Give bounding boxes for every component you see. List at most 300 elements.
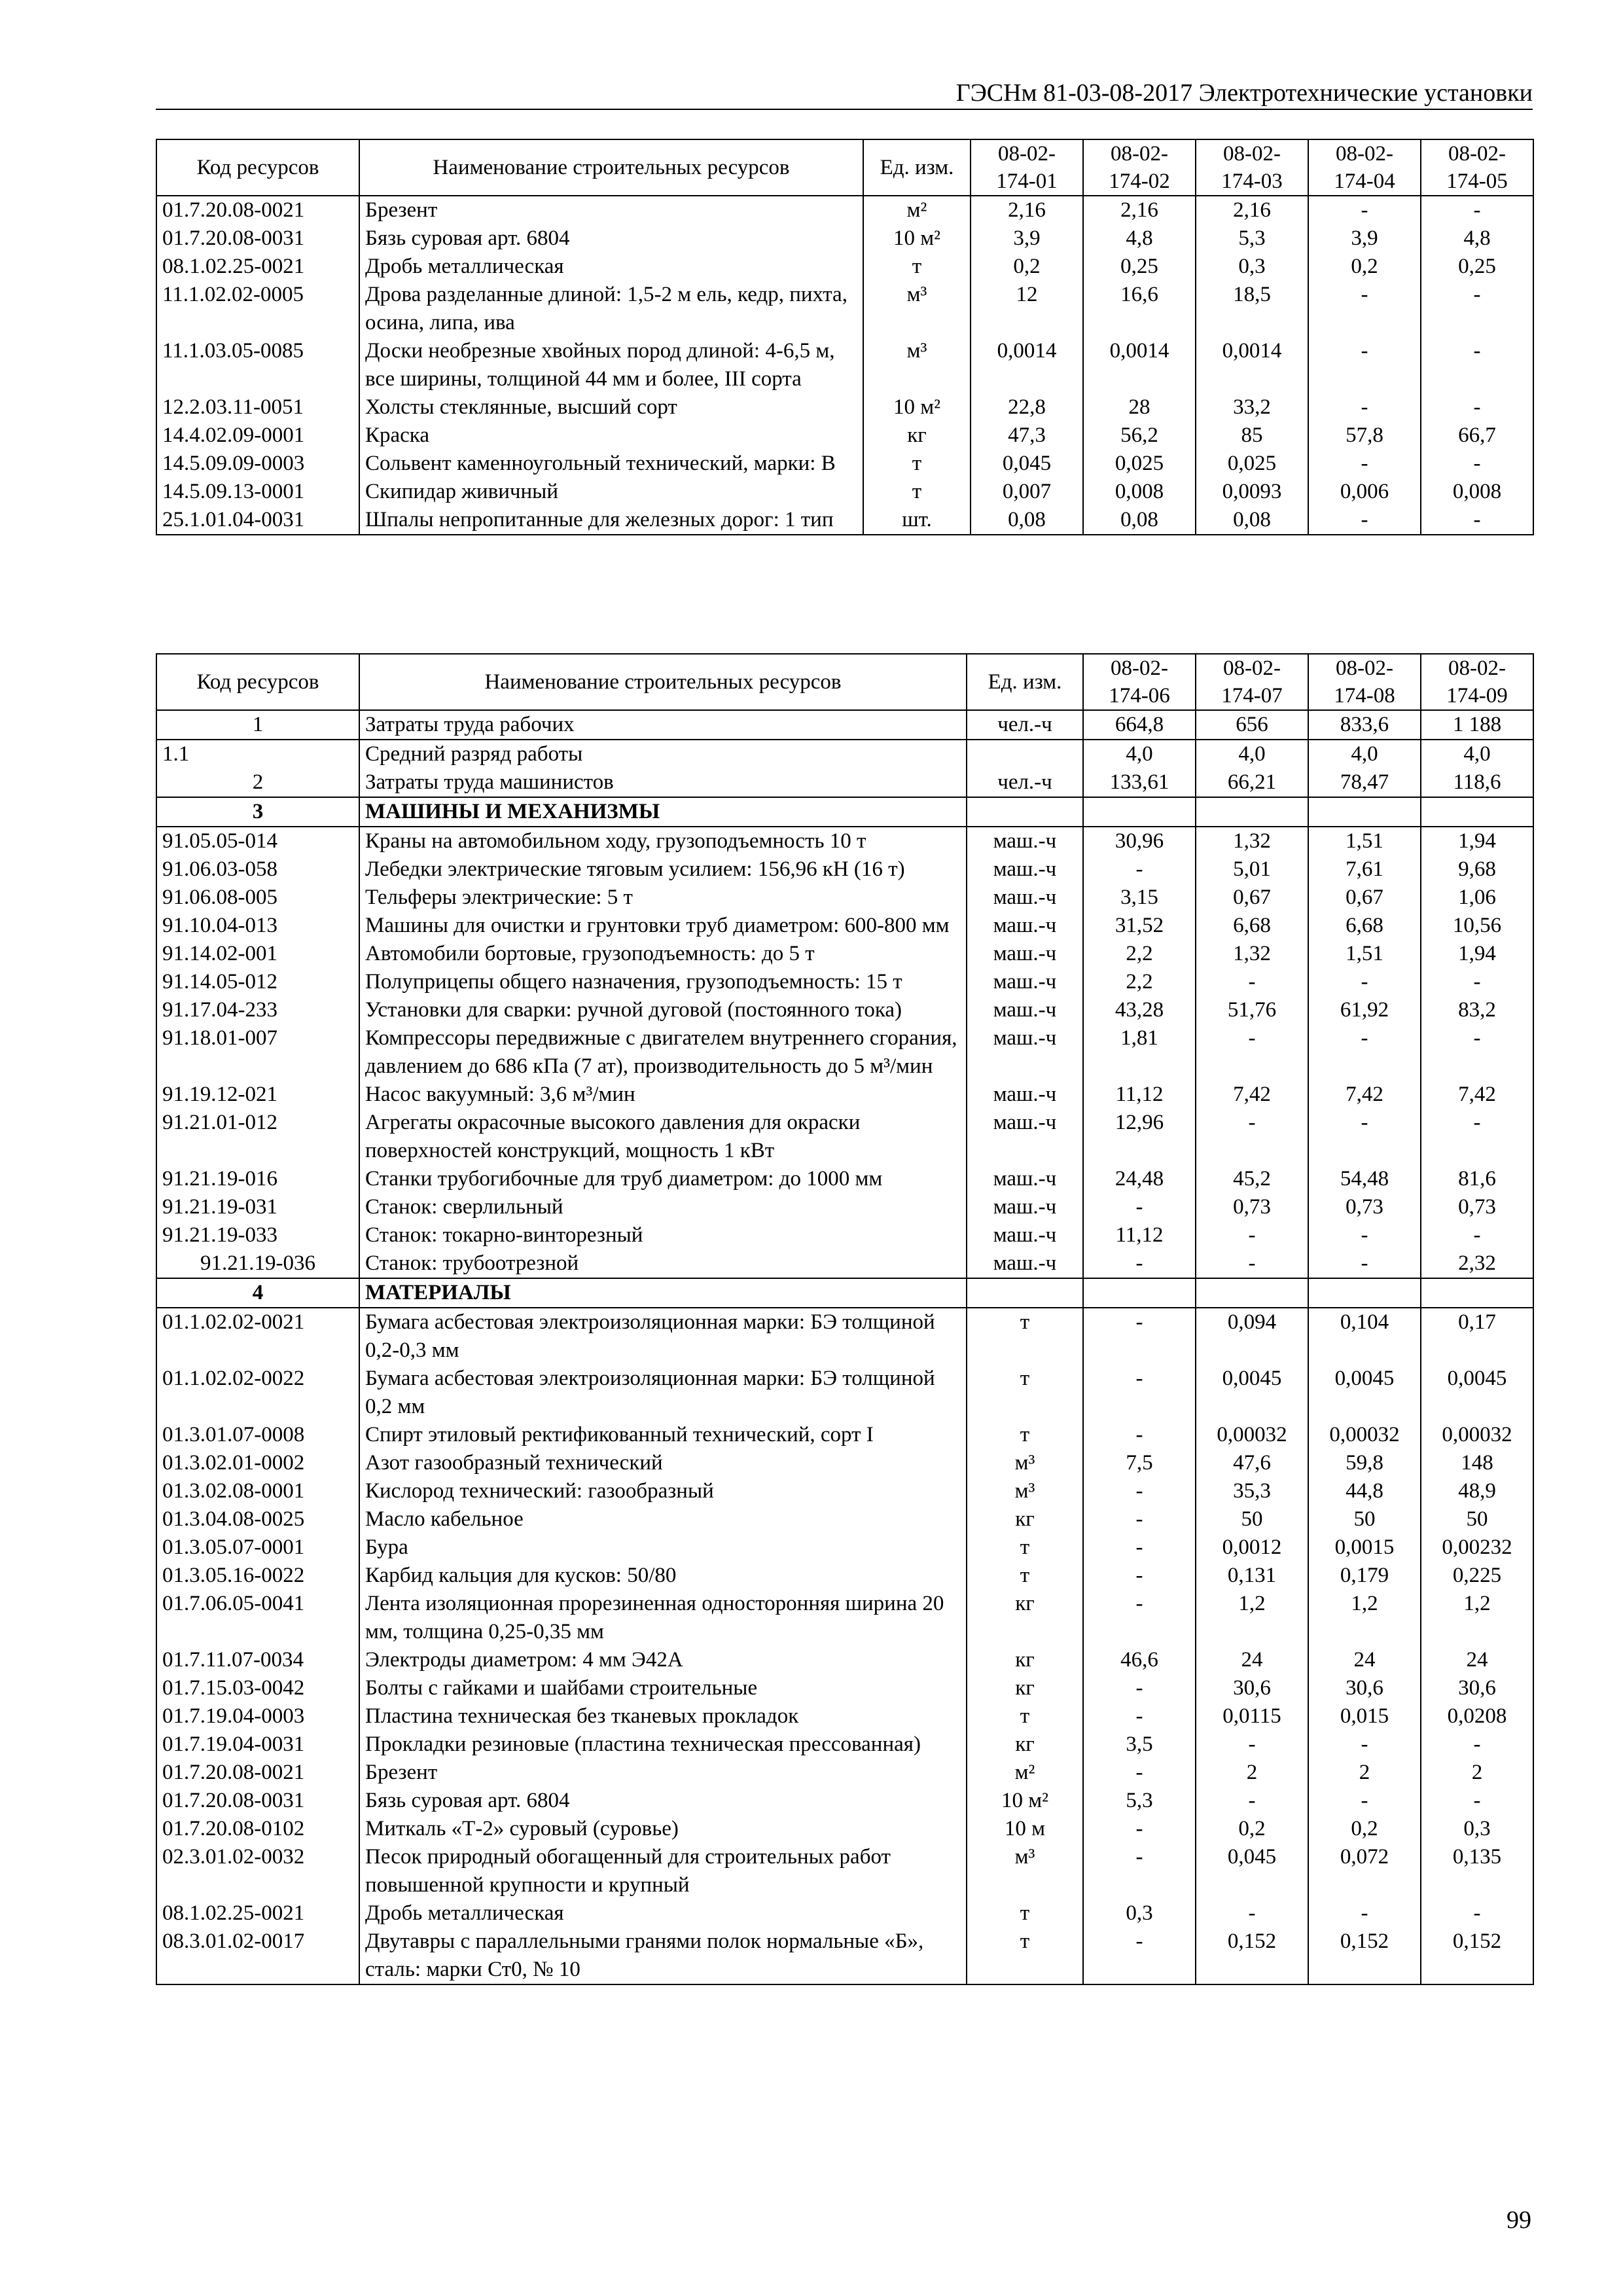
value-cell: 0,3	[1421, 1815, 1533, 1843]
unit: маш.-ч	[967, 1221, 1083, 1249]
resource-code: 14.5.09.09-0003	[156, 450, 359, 478]
value-cell	[1083, 797, 1196, 827]
resource-code: 01.7.15.03-0042	[156, 1674, 359, 1702]
resource-name: Затраты труда машинистов	[359, 768, 967, 797]
value-cell: -	[1421, 281, 1533, 337]
value-cell: -	[1421, 393, 1533, 422]
value-cell: -	[1421, 1731, 1533, 1759]
table-row	[156, 1221, 1533, 1249]
table-row	[156, 768, 1533, 797]
value-cell: 0,0208	[1421, 1702, 1533, 1731]
value-cell: 81,6	[1421, 1165, 1533, 1193]
value-cell: 0,0014	[1196, 337, 1308, 393]
table-row	[156, 1024, 1533, 1081]
value-cell: 3,9	[1308, 224, 1421, 253]
value-cell: 0,025	[1196, 450, 1308, 478]
value-cell: 4,0	[1308, 740, 1421, 768]
table-row	[156, 281, 1533, 337]
value-cell: 0,73	[1421, 1193, 1533, 1221]
resource-name: Бязь суровая арт. 6804	[359, 224, 863, 253]
column-header: Наименование строительных ресурсов	[359, 654, 967, 710]
value-cell: 0,007	[971, 478, 1083, 506]
unit: м²	[863, 196, 971, 224]
table-row	[156, 1534, 1533, 1562]
unit: 10 м	[967, 1815, 1083, 1843]
value-cell: -	[1196, 1024, 1308, 1081]
value-cell: 3,5	[1083, 1731, 1196, 1759]
column-header: 08-02- 174-02	[1083, 139, 1196, 196]
resource-name: Лента изоляционная прорезиненная односторонняя ширина 20 мм, толщина 0,25-0,35 мм	[359, 1590, 967, 1646]
resource-code: 01.3.04.08-0025	[156, 1505, 359, 1534]
resource-name: Брезент	[359, 196, 863, 224]
value-cell: 30,6	[1196, 1674, 1308, 1702]
value-cell: 1,94	[1421, 827, 1533, 855]
resource-name: Доски необрезные хвойных пород длиной: 4-6,5 м, все ширины, толщиной 44 мм и более, III сорта	[359, 337, 863, 393]
value-cell: -	[1308, 1899, 1421, 1928]
value-cell	[1196, 797, 1308, 827]
value-cell: -	[1308, 968, 1421, 996]
value-cell	[1196, 1278, 1308, 1308]
unit: маш.-ч	[967, 827, 1083, 855]
value-cell: 1,2	[1421, 1590, 1533, 1646]
column-header: 08-02- 174-04	[1308, 139, 1421, 196]
value-cell: 12	[971, 281, 1083, 337]
unit: чел.-ч	[967, 710, 1083, 740]
resource-code: 91.10.04-013	[156, 912, 359, 940]
value-cell: 0,2	[1196, 1815, 1308, 1843]
value-cell: 0,67	[1308, 884, 1421, 912]
unit: т	[863, 478, 971, 506]
unit: м³	[967, 1449, 1083, 1477]
resource-name: Пластина техническая без тканевых прокладок	[359, 1702, 967, 1731]
table-row	[156, 1899, 1533, 1928]
value-cell: 22,8	[971, 393, 1083, 422]
resource-name: Песок природный обогащенный для строительных работ повышенной крупности и крупный	[359, 1843, 967, 1899]
value-cell: 0,104	[1308, 1308, 1421, 1365]
value-cell: 85	[1196, 422, 1308, 450]
resource-name: Карбид кальция для кусков: 50/80	[359, 1562, 967, 1590]
value-cell: -	[1308, 450, 1421, 478]
table-row	[156, 1562, 1533, 1590]
resource-code: 01.1.02.02-0021	[156, 1308, 359, 1365]
value-cell: 66,21	[1196, 768, 1308, 797]
resource-name: Бура	[359, 1534, 967, 1562]
value-cell: 0,08	[1083, 506, 1196, 535]
value-cell: -	[1083, 1702, 1196, 1731]
value-cell: 4,0	[1421, 740, 1533, 768]
value-cell: -	[1196, 1109, 1308, 1165]
resource-name: Агрегаты окрасочные высокого давления для окраски поверхностей конструкций, мощность 1 кВт	[359, 1109, 967, 1165]
value-cell: 43,28	[1083, 996, 1196, 1024]
resource-code: 01.3.05.07-0001	[156, 1534, 359, 1562]
unit: маш.-ч	[967, 1193, 1083, 1221]
resource-name: Сольвент каменноугольный технический, марки: В	[359, 450, 863, 478]
resource-code: 14.5.09.13-0001	[156, 478, 359, 506]
column-header: Код ресурсов	[156, 654, 359, 710]
value-cell: 66,7	[1421, 422, 1533, 450]
value-cell: 0,0015	[1308, 1534, 1421, 1562]
value-cell: 50	[1196, 1505, 1308, 1534]
value-cell: 2,2	[1083, 968, 1196, 996]
value-cell: -	[1421, 196, 1533, 224]
value-cell: 0,225	[1421, 1562, 1533, 1590]
value-cell: 0,152	[1308, 1928, 1421, 1984]
resource-name: Станок: трубоотрезной	[359, 1249, 967, 1278]
unit: т	[863, 450, 971, 478]
value-cell: 5,01	[1196, 855, 1308, 884]
resource-name: МАТЕРИАЛЫ	[359, 1278, 967, 1308]
unit: м²	[967, 1759, 1083, 1787]
value-cell: -	[1421, 1109, 1533, 1165]
unit: маш.-ч	[967, 1024, 1083, 1081]
value-cell: -	[1308, 337, 1421, 393]
unit: маш.-ч	[967, 884, 1083, 912]
value-cell: 61,92	[1308, 996, 1421, 1024]
value-cell: -	[1083, 1759, 1196, 1787]
value-cell: 51,76	[1196, 996, 1308, 1024]
resource-code: 01.3.02.01-0002	[156, 1449, 359, 1477]
value-cell: 7,42	[1421, 1081, 1533, 1109]
value-cell: 0,00032	[1308, 1421, 1421, 1449]
resource-code: 91.21.19-033	[156, 1221, 359, 1249]
table-row	[156, 1843, 1533, 1899]
resource-name: Дробь металлическая	[359, 1899, 967, 1928]
value-cell: 1 188	[1421, 710, 1533, 740]
value-cell: 0,25	[1421, 253, 1533, 281]
value-cell: 57,8	[1308, 422, 1421, 450]
value-cell: 1,81	[1083, 1024, 1196, 1081]
table-row	[156, 393, 1533, 422]
resource-code: 25.1.01.04-0031	[156, 506, 359, 535]
resource-code: 91.05.05-014	[156, 827, 359, 855]
value-cell: 0,094	[1196, 1308, 1308, 1365]
resource-name: Затраты труда рабочих	[359, 710, 967, 740]
unit: маш.-ч	[967, 1165, 1083, 1193]
value-cell: 148	[1421, 1449, 1533, 1477]
value-cell: -	[1308, 1249, 1421, 1278]
value-cell: 24,48	[1083, 1165, 1196, 1193]
resource-code: 08.1.02.25-0021	[156, 1899, 359, 1928]
value-cell: 6,68	[1308, 912, 1421, 940]
table-row	[156, 1702, 1533, 1731]
value-cell: 24	[1196, 1646, 1308, 1674]
value-cell: -	[1421, 1787, 1533, 1815]
value-cell: 664,8	[1083, 710, 1196, 740]
value-cell: 0,73	[1308, 1193, 1421, 1221]
unit: т	[863, 253, 971, 281]
value-cell: 18,5	[1196, 281, 1308, 337]
table-row	[156, 1477, 1533, 1505]
resource-code: 01.7.06.05-0041	[156, 1590, 359, 1646]
value-cell: 2,16	[1083, 196, 1196, 224]
value-cell: 4,8	[1421, 224, 1533, 253]
unit: м³	[967, 1477, 1083, 1505]
value-cell: 0,006	[1308, 478, 1421, 506]
resource-name: Скипидар живичный	[359, 478, 863, 506]
resource-code: 11.1.02.02-0005	[156, 281, 359, 337]
value-cell: 30,96	[1083, 827, 1196, 855]
resource-code: 91.06.03-058	[156, 855, 359, 884]
value-cell: 0,3	[1196, 253, 1308, 281]
value-cell: 0,0045	[1421, 1365, 1533, 1421]
unit: кг	[967, 1731, 1083, 1759]
table-row	[156, 1278, 1533, 1308]
value-cell: 0,152	[1196, 1928, 1308, 1984]
value-cell: 11,12	[1083, 1221, 1196, 1249]
resource-code: 1.1	[156, 740, 359, 768]
resource-code: 91.14.05-012	[156, 968, 359, 996]
resource-name: Масло кабельное	[359, 1505, 967, 1534]
resource-name: Холсты стеклянные, высший сорт	[359, 393, 863, 422]
value-cell: 1,51	[1308, 827, 1421, 855]
resource-name: Бумага асбестовая электроизоляционная марки: БЭ толщиной 0,2-0,3 мм	[359, 1308, 967, 1365]
column-header: 08-02- 174-05	[1421, 139, 1533, 196]
table-row	[156, 1193, 1533, 1221]
unit: кг	[863, 422, 971, 450]
unit: кг	[967, 1646, 1083, 1674]
resource-name: Дрова разделанные длиной: 1,5-2 м ель, кедр, пихта, осина, липа, ива	[359, 281, 863, 337]
resource-code: 01.7.19.04-0031	[156, 1731, 359, 1759]
value-cell: -	[1083, 1421, 1196, 1449]
unit: 10 м²	[863, 393, 971, 422]
resource-code: 2	[156, 768, 359, 797]
page-number: 99	[1507, 2206, 1531, 2234]
value-cell: 7,42	[1308, 1081, 1421, 1109]
value-cell: -	[1083, 1365, 1196, 1421]
table-row	[156, 337, 1533, 393]
value-cell	[1308, 797, 1421, 827]
value-cell: 59,8	[1308, 1449, 1421, 1477]
value-cell: -	[1421, 1221, 1533, 1249]
unit: чел.-ч	[967, 768, 1083, 797]
resource-code: 01.7.11.07-0034	[156, 1646, 359, 1674]
column-header: 08-02- 174-09	[1421, 654, 1533, 710]
resource-code: 01.7.19.04-0003	[156, 1702, 359, 1731]
unit: м³	[967, 1843, 1083, 1899]
resource-name: Машины для очистки и грунтовки труб диаметром: 600-800 мм	[359, 912, 967, 940]
value-cell: -	[1421, 1899, 1533, 1928]
value-cell: 0,008	[1421, 478, 1533, 506]
value-cell: -	[1196, 1221, 1308, 1249]
value-cell: 0,0093	[1196, 478, 1308, 506]
table-row	[156, 506, 1533, 535]
value-cell: -	[1421, 506, 1533, 535]
value-cell	[1421, 1278, 1533, 1308]
resource-name: Миткаль «Т-2» суровый (суровье)	[359, 1815, 967, 1843]
value-cell: -	[1308, 1221, 1421, 1249]
unit: м³	[863, 281, 971, 337]
column-header: Ед. изм.	[863, 139, 971, 196]
resource-code: 91.14.02-001	[156, 940, 359, 968]
table-row	[156, 710, 1533, 740]
value-cell: -	[1083, 1249, 1196, 1278]
resources-table-2	[156, 653, 1534, 1985]
unit: кг	[967, 1590, 1083, 1646]
unit: т	[967, 1534, 1083, 1562]
resource-code: 01.3.01.07-0008	[156, 1421, 359, 1449]
resource-code: 01.1.02.02-0022	[156, 1365, 359, 1421]
resource-name: Станок: токарно-винторезный	[359, 1221, 967, 1249]
resource-code: 91.18.01-007	[156, 1024, 359, 1081]
table-row	[156, 1815, 1533, 1843]
table-row	[156, 1928, 1533, 1984]
table-row	[156, 1646, 1533, 1674]
value-cell: 35,3	[1196, 1477, 1308, 1505]
value-cell: 1,2	[1196, 1590, 1308, 1646]
table-row	[156, 422, 1533, 450]
column-header: 08-02- 174-08	[1308, 654, 1421, 710]
resource-name: Установки для сварки: ручной дуговой (постоянного тока)	[359, 996, 967, 1024]
unit: маш.-ч	[967, 1249, 1083, 1278]
resource-name: Станки трубогибочные для труб диаметром: до 1000 мм	[359, 1165, 967, 1193]
table-row	[156, 1421, 1533, 1449]
resource-name: Дробь металлическая	[359, 253, 863, 281]
value-cell: 0,08	[1196, 506, 1308, 535]
resource-code: 14.4.02.09-0001	[156, 422, 359, 450]
value-cell: -	[1196, 1731, 1308, 1759]
table-row	[156, 1590, 1533, 1646]
value-cell: 0,2	[1308, 1815, 1421, 1843]
resource-code: 01.7.20.08-0031	[156, 1787, 359, 1815]
resource-code: 1	[156, 710, 359, 740]
value-cell: 1,2	[1308, 1590, 1421, 1646]
value-cell: -	[1083, 1193, 1196, 1221]
resource-name: Тельферы электрические: 5 т	[359, 884, 967, 912]
value-cell: 0,2	[1308, 253, 1421, 281]
unit: маш.-ч	[967, 968, 1083, 996]
value-cell: 1,51	[1308, 940, 1421, 968]
value-cell: -	[1196, 1899, 1308, 1928]
value-cell: 0,135	[1421, 1843, 1533, 1899]
value-cell: 0,0045	[1308, 1365, 1421, 1421]
table-row	[156, 1308, 1533, 1365]
value-cell: 0,00032	[1196, 1421, 1308, 1449]
value-cell: 11,12	[1083, 1081, 1196, 1109]
value-cell: -	[1196, 1249, 1308, 1278]
table-row	[156, 1109, 1533, 1165]
resource-code: 91.21.01-012	[156, 1109, 359, 1165]
resource-name: Краска	[359, 422, 863, 450]
value-cell: -	[1308, 1787, 1421, 1815]
value-cell: 0,25	[1083, 253, 1196, 281]
value-cell: 4,0	[1083, 740, 1196, 768]
resource-code: 12.2.03.11-0051	[156, 393, 359, 422]
value-cell: 2,2	[1083, 940, 1196, 968]
column-header: Ед. изм.	[967, 654, 1083, 710]
unit: маш.-ч	[967, 912, 1083, 940]
table-row	[156, 827, 1533, 855]
resource-name: Спирт этиловый ректификованный технический, сорт I	[359, 1421, 967, 1449]
value-cell: 78,47	[1308, 768, 1421, 797]
value-cell: -	[1421, 450, 1533, 478]
value-cell: -	[1421, 1024, 1533, 1081]
table-row	[156, 996, 1533, 1024]
resource-name: Болты с гайками и шайбами строительные	[359, 1674, 967, 1702]
table-row	[156, 1365, 1533, 1421]
resource-name: Краны на автомобильном ходу, грузоподъемность 10 т	[359, 827, 967, 855]
value-cell: -	[1083, 1928, 1196, 1984]
unit: т	[967, 1928, 1083, 1984]
value-cell: 50	[1421, 1505, 1533, 1534]
resource-code: 08.1.02.25-0021	[156, 253, 359, 281]
unit: т	[967, 1421, 1083, 1449]
value-cell: 118,6	[1421, 768, 1533, 797]
value-cell: 47,3	[971, 422, 1083, 450]
unit: шт.	[863, 506, 971, 535]
table-row	[156, 1249, 1533, 1278]
value-cell: -	[1308, 506, 1421, 535]
value-cell: 3,15	[1083, 884, 1196, 912]
unit: маш.-ч	[967, 996, 1083, 1024]
resource-name: Лебедки электрические тяговым усилием: 156,96 кН (16 т)	[359, 855, 967, 884]
table-row	[156, 1081, 1533, 1109]
value-cell: -	[1083, 1308, 1196, 1365]
value-cell: 7,61	[1308, 855, 1421, 884]
unit: кг	[967, 1674, 1083, 1702]
resource-code: 91.17.04-233	[156, 996, 359, 1024]
value-cell: 4,0	[1196, 740, 1308, 768]
table-row	[156, 940, 1533, 968]
value-cell: -	[1083, 1815, 1196, 1843]
value-cell: -	[1196, 968, 1308, 996]
unit: т	[967, 1702, 1083, 1731]
value-cell: 30,6	[1421, 1674, 1533, 1702]
value-cell: 0,072	[1308, 1843, 1421, 1899]
value-cell: 0,0014	[971, 337, 1083, 393]
table-header-row	[156, 139, 1533, 196]
value-cell: 1,32	[1196, 940, 1308, 968]
value-cell: 0,045	[971, 450, 1083, 478]
value-cell: 7,42	[1196, 1081, 1308, 1109]
value-cell	[1308, 1278, 1421, 1308]
table-row	[156, 1674, 1533, 1702]
value-cell: 2	[1196, 1759, 1308, 1787]
value-cell: -	[1308, 1024, 1421, 1081]
unit: т	[967, 1308, 1083, 1365]
value-cell: -	[1308, 393, 1421, 422]
table-row	[156, 450, 1533, 478]
value-cell: 47,6	[1196, 1449, 1308, 1477]
value-cell: 2,16	[971, 196, 1083, 224]
value-cell: 83,2	[1421, 996, 1533, 1024]
column-header: 08-02- 174-06	[1083, 654, 1196, 710]
table-row	[156, 884, 1533, 912]
value-cell: 24	[1308, 1646, 1421, 1674]
value-cell: 0,00032	[1421, 1421, 1533, 1449]
unit: маш.-ч	[967, 855, 1083, 884]
table-row	[156, 196, 1533, 224]
value-cell: -	[1308, 281, 1421, 337]
value-cell: 46,6	[1083, 1646, 1196, 1674]
value-cell: 0,0045	[1196, 1365, 1308, 1421]
unit: т	[967, 1365, 1083, 1421]
value-cell: 2,32	[1421, 1249, 1533, 1278]
value-cell: -	[1083, 1590, 1196, 1646]
table-row	[156, 224, 1533, 253]
value-cell: 1,94	[1421, 940, 1533, 968]
value-cell: 6,68	[1196, 912, 1308, 940]
resource-code: 91.21.19-031	[156, 1193, 359, 1221]
value-cell: 9,68	[1421, 855, 1533, 884]
resource-name: Электроды диаметром: 4 мм Э42А	[359, 1646, 967, 1674]
table-row	[156, 1505, 1533, 1534]
value-cell: -	[1083, 1505, 1196, 1534]
value-cell	[1421, 797, 1533, 827]
column-header: 08-02- 174-07	[1196, 654, 1308, 710]
value-cell: 0,0012	[1196, 1534, 1308, 1562]
value-cell: -	[1083, 1562, 1196, 1590]
value-cell: -	[1083, 1534, 1196, 1562]
